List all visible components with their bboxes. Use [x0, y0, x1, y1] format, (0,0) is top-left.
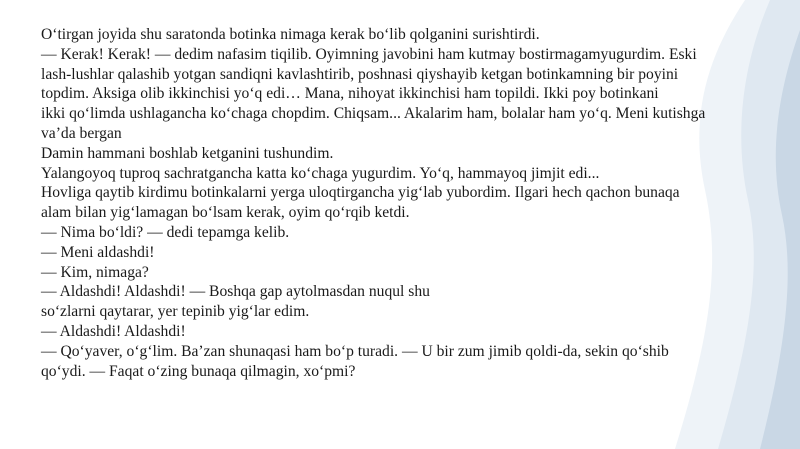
- text-line: — Nima bo‘ldi? — dedi tepamga kelib.: [41, 223, 290, 241]
- text-line: — Meni aldashdi!: [41, 243, 155, 261]
- story-text: [41, 25, 761, 381]
- text-line: O‘tirgan joyida shu saratonda botinka nimaga kerak bo‘lib qolganini surishtirdi.: [41, 26, 540, 43]
- text-line: — Qo‘yaver, o‘g‘lim. Ba’zan shunaqasi ham bo‘p turadi. — U bir zum jimib qoldi-da, sekin qo‘shib: [41, 342, 669, 360]
- text-line: — Kim, nimaga?: [41, 263, 149, 281]
- text-line: so‘zlarni qaytarar, yer tepinib yig‘lar edim.: [41, 303, 310, 321]
- text-line: — Aldashdi! Aldashdi! — Boshqa gap aytolmasdan nuqul shu: [41, 283, 430, 301]
- text-line: Damin hammani boshlab ketganini tushundim.: [41, 144, 334, 162]
- text-line: va’da bergan: [41, 124, 122, 142]
- text-line: lash-lushlar qalashib yotgan sandiqni kavlashtirib, poshnasi qiyshayib ketgan botinkamning bir poyini: [41, 65, 679, 83]
- text-line: alam bilan yig‘lamagan bo‘lsam kerak, oyim qo‘rqib ketdi.: [41, 204, 410, 222]
- text-line: Yalangoyoq tuproq sachratgancha katta ko‘chaga yugurdim. Yo‘q, hammayoq jimjit edi...: [41, 164, 600, 182]
- text-line: Hovliga qaytib kirdimu botinkalarni yerga uloqtirgancha yig‘lab yubordim. Ilgari hech qachon bunaqa: [41, 184, 680, 202]
- text-line: — Kerak! Kerak! — dedim nafasim tiqilib. Oyimning javobini ham kutmay bostirmagamyugurdim. Eski: [41, 45, 697, 63]
- text-line: topdim. Aksiga olib ikkinchisi yo‘q edi… Mana, nihoyat ikkinchisi ham topildi. Ikki poy botinkani: [41, 85, 659, 103]
- text-line: ikki qo‘limda ushlagancha ko‘chaga chopdim. Chiqsam... Akalarim ham, bolalar ham yo‘q. Meni kutishga: [41, 105, 706, 123]
- text-line: — Aldashdi! Aldashdi!: [41, 322, 186, 340]
- text-line: qo‘ydi. — Faqat o‘zing bunaqa qilmagin, xo‘pmi?: [41, 362, 356, 380]
